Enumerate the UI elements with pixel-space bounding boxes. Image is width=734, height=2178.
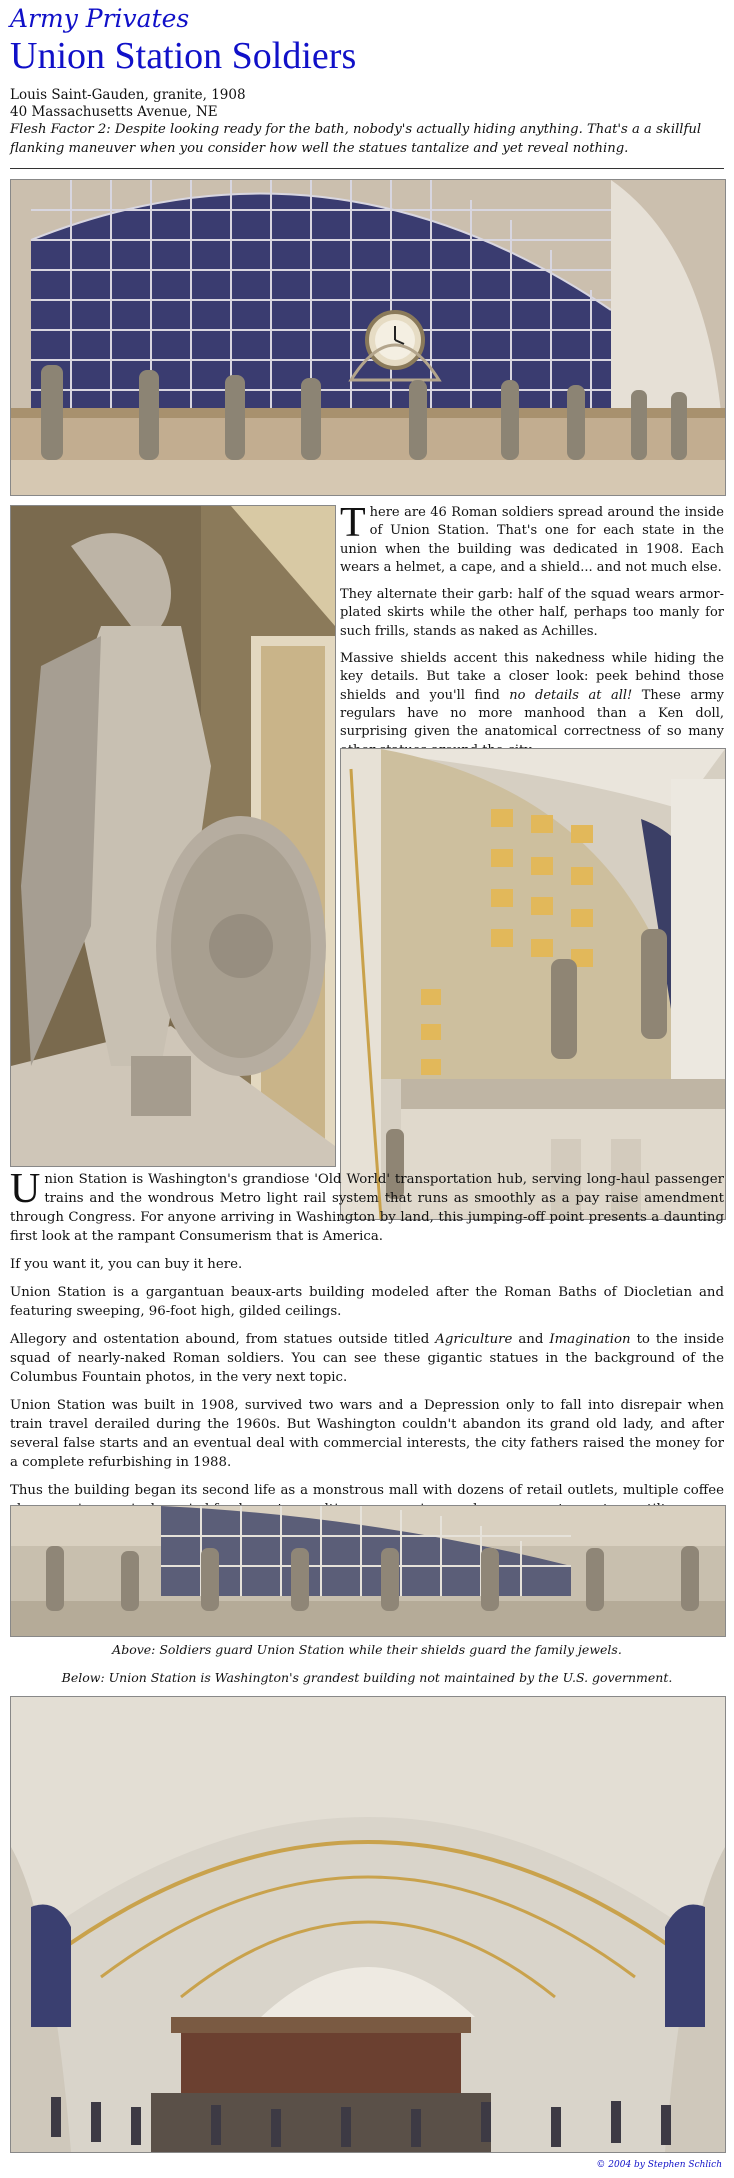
caption-below: Below: Union Station is Washington's grandest building not maintained by the U.S. government. <box>61 1670 673 1685</box>
intro-paragraph-1-text: here are 46 Roman soldiers spread around the inside of Union Station. That's one for each state in the union when the building was dedicated in 1908. Each wears a helmet, a cape, and a shield... and not much else. <box>340 505 724 575</box>
body-paragraph-4-and: and <box>512 1332 550 1347</box>
body-paragraph-4-em-1: Agriculture <box>435 1332 513 1347</box>
drop-cap-u: U <box>10 1166 41 1212</box>
body-paragraph-6: Thus the building began its second life as a monstrous mall with dozens of retail outlets, multiple coffee <box>10 1483 724 1498</box>
statue-illustration <box>11 506 335 1166</box>
photo-soldier-row <box>10 1505 726 1637</box>
address-line: 40 Massachusetts Avenue, NE <box>10 104 218 120</box>
page-title: Union Station Soldiers <box>10 35 357 77</box>
body-text <box>10 1166 724 1528</box>
body-paragraph-1-text: nion Station is Washington's grandiose 'Old World' transportation hub, serving long-haul passenger trains and the wondrous Metro light rail system that runs as smoothly as a pay raise amendment through Congress. For anyone arriving in Washington by land, this jumping-off point presents a daunting first look at the rampant Consumerism that is America. <box>10 1172 724 1244</box>
flesh-factor: Flesh Factor 2: Despite looking ready for the bath, nobody's actually hiding anything. That's a a skillful flanking maneuver when you consider how well the statues tantalize and yet reveal nothing. <box>10 122 702 156</box>
photo-grand-hall <box>10 1696 726 2153</box>
arched-window-illustration <box>11 180 725 495</box>
body-paragraph-1 <box>10 1166 724 1246</box>
body-paragraph-4-em-2: Imagination <box>549 1332 631 1347</box>
intro-column <box>340 500 724 769</box>
photo-statue-with-shield <box>10 505 336 1167</box>
intro-paragraph-1 <box>340 500 724 577</box>
interior-arch-illustration <box>341 749 725 1219</box>
body-paragraph-4-b: to the inside squad of nearly-naked Roman soldiers. You can see these gigantic statues in the background of the Columbus Fountain photos, in the very next topic. <box>10 1332 724 1385</box>
soldier-row-illustration <box>11 1506 725 1636</box>
drop-cap-t: T <box>340 500 366 546</box>
body-paragraph-4-a: Allegory and ostentation abound, from statues outside titled <box>10 1332 436 1347</box>
grand-hall-illustration <box>11 1697 725 2152</box>
intro-paragraph-2: They alternate their garb: half of the squad wears armor-plated skirts while the other half, perhaps too manly for such frills, stands as naked as Achilles. <box>340 587 724 639</box>
intro-paragraph-3-emphasis: no details at all! <box>509 687 633 703</box>
intro-paragraph-3-b: These army regulars have no more manhood than a Ken doll, surprising given the anatomical correctness of so many <box>340 687 724 740</box>
photo-credit: © 2004 by Stephen Schlich <box>596 2160 722 2170</box>
header-divider <box>10 168 724 169</box>
page-kicker: Army Privates <box>10 4 190 33</box>
body-paragraph-2: If you want it, you can buy it here. <box>10 1257 243 1272</box>
photo-interior-arch <box>340 748 726 1220</box>
artist-line: Louis Saint-Gauden, granite, 1908 <box>10 87 246 103</box>
caption-above: Above: Soldiers guard Union Station while their shields guard the family jewels. <box>112 1642 622 1657</box>
body-paragraph-5: Union Station was built in 1908, survived two wars and a Depression only to fall into disrepair when train travel derailed during the 1960s. But Washington couldn't abandon its grand old lady, and after several false starts and an eventual deal with commercial interests, the city fathers raised the money for a complete refurbishing in 1988. <box>10 1398 724 1470</box>
intro-paragraph-3 <box>340 650 724 760</box>
body-paragraph-3: Union Station is a gargantuan beaux-arts building modeled after the Roman Baths of Diocletian and featuring sweeping, 96-foot high, gilded ceilings. <box>10 1285 724 1319</box>
body-paragraph-4 <box>10 1330 724 1387</box>
photo-arched-window-statues <box>10 179 726 496</box>
intro-paragraph-3-a: Massive shields accent this nakedness while hiding the key details. But take a closer look: peek behind those shields and you'll find <box>340 651 724 703</box>
